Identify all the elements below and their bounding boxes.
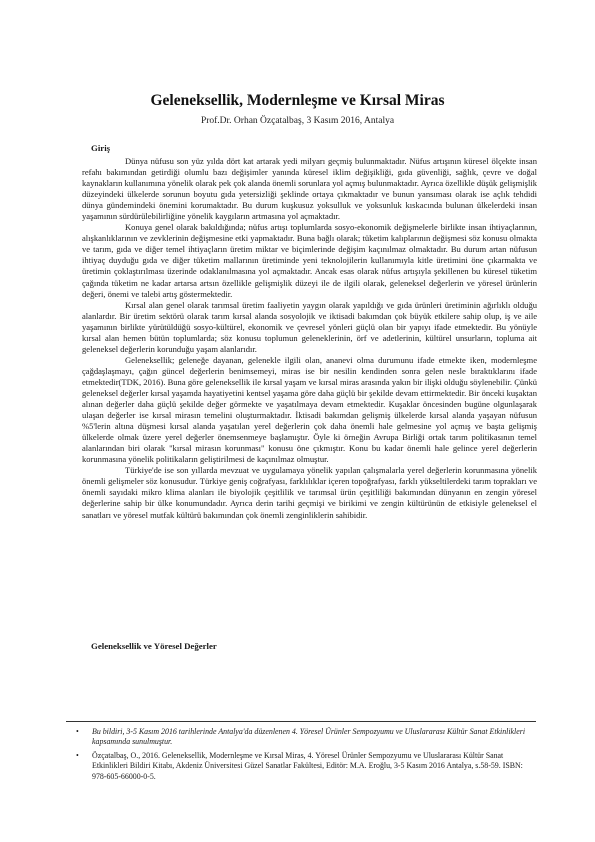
- paragraph-1: Dünya nüfusu son yüz yılda dört kat artarak yedi milyarı geçmiş bulunmaktadır. Nüfus artışının küresel ölçekte insan refahı bakımından getirdiği olumlu bazı değişimler yanında küresel iklim değişikliği, gıda güvenliği, sağlık, çevre ve doğal kaynakların kullanımına yönelik olarak pek çok alanda önemli sorunlara yol açmış bulunmaktadır. Ayrıca özellikle düşük gelişmişlik düzeyindeki ülkelerde sorunun boyutu gıda yetersizliği şeklinde ortaya çıkmaktadır ve bunun yansıması olarak ise açlık tehdidi dünya gündemindeki önemini korumaktadır. Bu durum kuşkusuz yoksulluk ve yoksunluk kıskacında bulunan ülkelerdeki insan yaşamının sürdürülebilirliğine yönelik kaygıların artmasına yol açmaktadır.: [82, 156, 537, 222]
- bullet-icon: •: [76, 727, 79, 736]
- body-text: [82, 156, 537, 521]
- author-byline: Prof.Dr. Orhan Özçatalbaş, 3 Kasım 2016, Antalya: [200, 116, 395, 126]
- paragraph-4: Geleneksellik; geleneğe dayanan, gelenekle ilgili olan, ananevi olma durumunu ifade etmekte iken, modernleşme çağdaşlaşmayı, çağın güncel değerlerin benimsemeyi, miras ise bir nesilin kendinden sonra gelen nesle bıraktıklarını ifade etmektedir(TDK, 2016). Buna göre geleneksellik ile kırsal yaşam ve kırsal miras arasında yakın bir ilişki olduğu söylenebilir. Çünkü geleneksel değerler kırsal yaşamda hayatiyetini kentsel yaşama göre daha güçlü bir şekilde devam ettirmektedir. Bir önceki kuşaktan alınan değerler daha güçlü şekilde değer görmekte ve yaşatılmaya devam etmektedir. Kuşaklar öncesinden bugüne olgunlaşarak ulaşan değerler ise kırsal mirasın temelini oluşturmaktadır. İktisadi bakımdan gelişmiş ülkelerde kırsal alanda yaşayan nüfusun %5'lerin altına düşmesi kırsal alanda yaşatılan yerel değerlerin çok daha önemli hale gelmesine yol açmış ve başta gelişmiş ülkelerde olmak üzere yerel değerler önemsenmeye başlamıştır. Öyle ki örneğin Avrupa Birliği ortak tarım politikasının temel alanlarından biri olarak "kırsal mirasın korunması" konusu öne çıkmıştır. Konu bu kadar önemli hale gelince yerel değerlerin korunmasına yönelik politikaların geliştirilmesi de kaçınılmaz olmuştur.: [82, 354, 537, 465]
- paragraph-2: Konuya genel olarak bakıldığında; nüfus artışı toplumlarda sosyo-ekonomik değişmelerle birlikte insan ihtiyaçlarının, alışkanlıklarının ve zevklerinin değişmesine etki yapmaktadır. Buna bağlı olarak; tüketim kalıplarının değişmesi söz konusu olmakta ve tarım, gıda ve diğer temel ihtiyaçların üretim miktar ve biçimlerinde değişim kaçınılmaz olmaktadır. Bu durum artan nüfusun ihtiyaç duyduğu gıda ve diğer tüketim mallarının üretiminde yeni teknolojilerin kullanımıyla kitle üretimini öne çıkarmakta ve üretimin çoklaştırılması üzerinde odaklanılmasına yol açmaktadır. Ancak esas olarak nüfus artışıyla şekillenen bu küresel tüketim çağında tüketim ne kadar artarsa artsın özellikle gelişmişlik düzeyi ile de ilgili olarak, geleneksel değerlerin ve yöresel ürünlerin değeri, önemi ve talebi artış göstermektedir.: [82, 222, 537, 299]
- section-heading-traditional-values: Geleneksellik ve Yöresel Değerler: [91, 641, 217, 651]
- footnote-1: [72, 727, 534, 748]
- footnote-text: Bu bildiri, 3-5 Kasım 2016 tarihlerinde Antalya'da düzenlenen 4. Yöresel Ürünler Sempozyumu ve Uluslararası Kültür Sanat Etkinlikleri kapsamında sunulmuştur.: [92, 727, 526, 747]
- footnote-2: [72, 751, 534, 782]
- footnotes: [72, 727, 534, 785]
- paper-title: Geleneksellik, Modernleşme ve Kırsal Miras: [150, 92, 445, 109]
- paragraph-5: Türkiye'de ise son yıllarda mevzuat ve uygulamaya yönelik yapılan çalışmalarla yerel değerlerin korunmasına yönelik önemli gelişmeler söz konusudur. Türkiye geniş coğrafyası, farklılıklar içeren topoğrafyası, farklı yükseltilerdeki tarım toprakları ve önemli sayıdaki mikro klima alanları ile biyolojik çeşitlilik ve tarımsal ürün çeşitliliği bakımından dünyanın en zengin yöresel değerlerine sahip bir ülke konumundadır. Ayrıca derin tarihi geçmişi ve birikimi ve zengin kültürünün de etkisiyle geleneksel el sanatları ve yöresel mutfak kültürü bakımından çok önemli zenginliklerin sahibidir.: [82, 465, 537, 520]
- bullet-icon: •: [76, 750, 79, 760]
- footnote-separator: [66, 721, 536, 722]
- paragraph-3: Kırsal alan genel olarak tarımsal üretim faaliyetin yaygın olarak yapıldığı ve gıda ürünleri üretiminin ağırlıklı olduğu alanlardır. Bir üretim sektörü olarak tarım kırsal alanda sosyolojik ve iktisadi bakımdan çok büyük etkilere sahip olup, iş ve aile yaşamının birlikte yürütüldüğü sosyo-kültürel, ekonomik ve çevresel yönleri güçlü olan bir yapıyı ifade etmektedir. Bu yönüyle kırsal alan hemen bütün toplumlarda; söz konusu toplumun geleneklerinin, örf ve adetlerinin, kültürel unsurların, topluma ait geleneksel değerlerin korunduğu yaşam alanlarıdır.: [82, 299, 537, 354]
- section-heading-intro: Giriş: [91, 143, 111, 153]
- footnote-text: Özçatalbaş, O., 2016. Geleneksellik, Modernleşme ve Kırsal Miras, 4. Yöresel Ürünler Sempozyumu ve Uluslararası Kültür Sanat Etkinlikleri Bildiri Kitabı, Akdeniz Üniversitesi Güzel Sanatlar Fakültesi, Editör: M.A. Eroğlu, 3-5 Kasım 2016 Antalya, s.58-59. ISBN: 978-605-66000-0-5.: [92, 750, 523, 781]
